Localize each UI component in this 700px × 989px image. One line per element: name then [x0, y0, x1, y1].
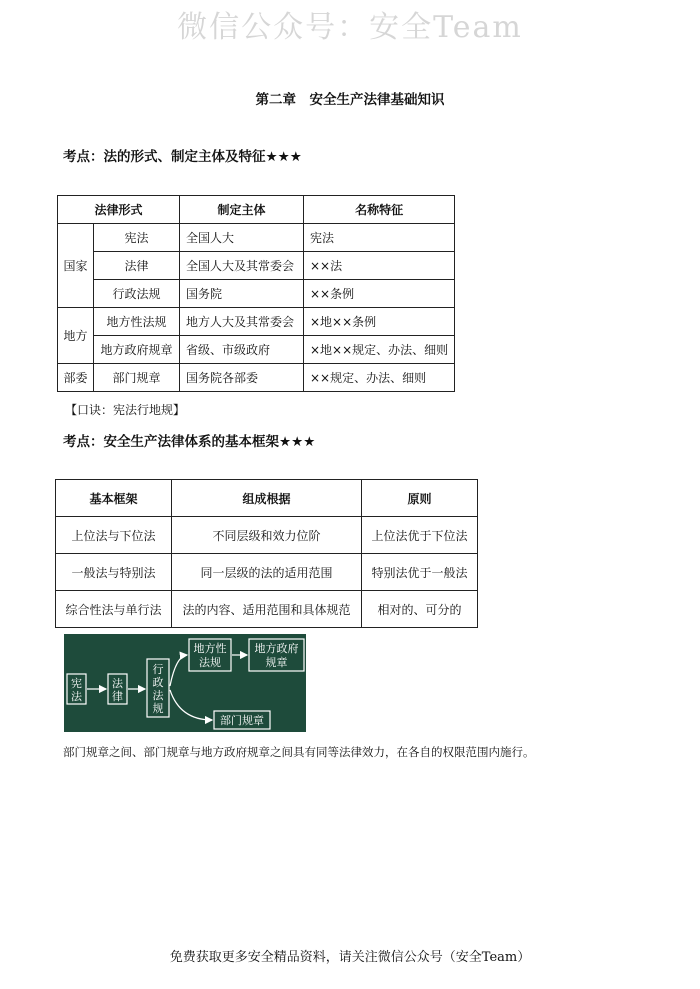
table-row — [58, 280, 455, 308]
cell-name: ×地××条例 — [304, 308, 455, 336]
table-row — [56, 554, 478, 591]
cell-name: ×地××规定、办法、细则 — [304, 336, 455, 364]
header-principle: 原则 — [362, 480, 478, 517]
mnemonic-note: 【口诀：宪法行地规】 — [65, 403, 186, 417]
cell-form: 行政法规 — [94, 280, 180, 308]
cell-frame: 综合性法与单行法 — [56, 591, 172, 628]
header-frame: 基本框架 — [56, 480, 172, 517]
table-header-row — [58, 196, 455, 224]
node-law-char-1: 法 — [112, 677, 123, 690]
section1-heading: 考点：法的形式、制定主体及特征★★★ — [63, 149, 302, 165]
cell-name: ××条例 — [304, 280, 455, 308]
group-label-local: 地方 — [58, 308, 94, 364]
watermark: 微信公众号：安全Team — [177, 10, 523, 45]
node-constitution-char-2: 法 — [71, 690, 82, 703]
cell-basis: 法的内容、适用范围和具体规范 — [172, 591, 362, 628]
node-admin-char-4: 规 — [152, 702, 164, 715]
law-forms-table — [57, 195, 455, 392]
cell-name: ××法 — [304, 252, 455, 280]
group-label-ministry: 部委 — [58, 364, 94, 392]
table-row — [58, 224, 455, 252]
cell-frame: 上位法与下位法 — [56, 517, 172, 554]
cell-form: 宪法 — [94, 224, 180, 252]
node-local-gov-line-2: 规章 — [265, 656, 288, 669]
cell-name: 宪法 — [304, 224, 455, 252]
table-row — [58, 364, 455, 392]
cell-maker: 全国人大 — [180, 224, 304, 252]
header-maker: 制定主体 — [180, 196, 304, 224]
table-row — [58, 336, 455, 364]
node-local-reg-line-1: 地方性 — [193, 642, 227, 655]
cell-frame: 一般法与特别法 — [56, 554, 172, 591]
section2-heading: 考点：安全生产法律体系的基本框架★★★ — [63, 434, 316, 450]
cell-form: 部门规章 — [94, 364, 180, 392]
table-row — [56, 591, 478, 628]
header-name: 名称特征 — [304, 196, 455, 224]
node-admin-char-1: 行 — [152, 663, 164, 676]
cell-basis: 同一层级的法的适用范围 — [172, 554, 362, 591]
law-hierarchy-diagram — [64, 634, 306, 732]
table-row — [58, 308, 455, 336]
cell-maker: 国务院 — [180, 280, 304, 308]
bottom-note: 部门规章之间、部门规章与地方政府规章之间具有同等法律效力，在各自的权限范围内施行。 — [63, 745, 535, 759]
cell-name: ××规定、办法、细则 — [304, 364, 455, 392]
cell-maker: 国务院各部委 — [180, 364, 304, 392]
node-admin-char-3: 法 — [152, 689, 164, 702]
group-label-national: 国家 — [58, 224, 94, 308]
cell-principle: 相对的、可分的 — [362, 591, 478, 628]
table-row — [56, 517, 478, 554]
cell-form: 地方性法规 — [94, 308, 180, 336]
footer: 免费获取更多安全精品资料，请关注微信公众号（安全Team） — [169, 950, 531, 965]
header-basis: 组成根据 — [172, 480, 362, 517]
table-header-row — [56, 480, 478, 517]
node-local-reg-line-2: 法规 — [199, 656, 221, 669]
cell-principle: 特别法优于一般法 — [362, 554, 478, 591]
cell-form: 法律 — [94, 252, 180, 280]
cell-principle: 上位法优于下位法 — [362, 517, 478, 554]
cell-maker: 省级、市级政府 — [180, 336, 304, 364]
node-local-gov-line-1: 地方政府 — [254, 642, 299, 655]
cell-basis: 不同层级和效力位阶 — [172, 517, 362, 554]
node-dept-label: 部门规章 — [220, 714, 264, 727]
cell-maker: 全国人大及其常委会 — [180, 252, 304, 280]
chapter-title: 第二章 安全生产法律基础知识 — [255, 92, 445, 108]
cell-maker: 地方人大及其常委会 — [180, 308, 304, 336]
table-row — [58, 252, 455, 280]
node-admin-char-2: 政 — [152, 676, 164, 689]
header-form: 法律形式 — [58, 196, 180, 224]
node-constitution-char-1: 宪 — [71, 677, 82, 690]
framework-table — [55, 479, 478, 628]
cell-form: 地方政府规章 — [94, 336, 180, 364]
node-law-char-2: 律 — [112, 690, 123, 703]
